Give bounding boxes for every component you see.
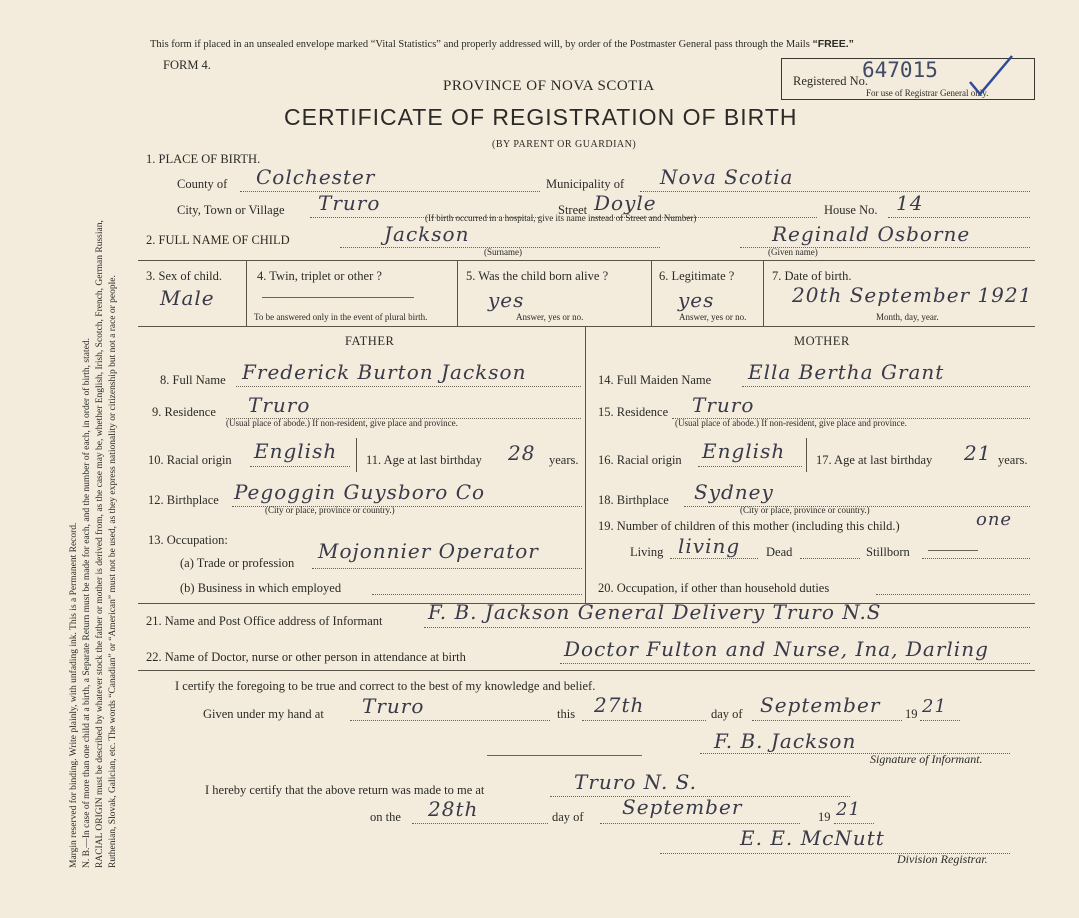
twin-note: To be answered only in the event of plural birth. xyxy=(254,312,428,322)
free-label: “FREE.” xyxy=(812,38,854,50)
father-age-label: 11. Age at last birthday xyxy=(366,453,482,467)
father-name-label: 8. Full Name xyxy=(160,373,226,387)
registered-label: Registered No. xyxy=(793,74,868,88)
registrar-year-prefix: 19 xyxy=(818,810,831,824)
child-surname: Jackson xyxy=(384,222,470,246)
certify-month: September xyxy=(760,693,881,717)
sex-label: 3. Sex of child. xyxy=(146,269,223,283)
trade-value: Mojonnier Operator xyxy=(318,539,539,563)
children-count-value: one xyxy=(976,509,1013,530)
alive-note: Answer, yes or no. xyxy=(516,312,584,322)
hospital-note: (If birth occurred in a hospital, give its name instead of Street and Number) xyxy=(425,213,697,223)
city-label: City, Town or Village xyxy=(177,203,285,217)
father-occupation-label: 13. Occupation: xyxy=(148,533,228,547)
stillborn-label: Stillborn xyxy=(866,545,910,559)
dob-value: 20th September 1921 xyxy=(792,283,1033,307)
business-label: (b) Business in which employed xyxy=(180,581,342,595)
father-racial-value: English xyxy=(254,439,338,463)
informant-label: 21. Name and Post Office address of Informant xyxy=(146,614,383,628)
certify-place: Truro xyxy=(362,694,425,718)
surname-note: (Surname) xyxy=(484,247,522,257)
registrar-signature: E. E. McNutt xyxy=(740,826,885,850)
father-years-label: years. xyxy=(549,453,579,467)
mail-notice: This form if placed in an unsealed envelope marked “Vital Statistics” and properly addressed will, by order of the Postmaster General pass through the Mails “FREE.” xyxy=(150,38,854,50)
alive-label: 5. Was the child born alive ? xyxy=(466,269,609,283)
checkmark-icon xyxy=(966,54,1016,98)
registrar-text: I hereby certify that the above return was made to me at xyxy=(205,783,485,797)
mother-name-label: 14. Full Maiden Name xyxy=(598,373,712,387)
certify-year: 21 xyxy=(922,696,947,717)
legitimate-label: 6. Legitimate ? xyxy=(659,269,735,283)
county-value: Colchester xyxy=(256,165,376,189)
dob-label: 7. Date of birth. xyxy=(772,269,852,283)
father-birthplace-label: 12. Birthplace xyxy=(148,493,219,507)
legitimate-value: yes xyxy=(678,288,715,312)
registered-number: 647015 xyxy=(862,58,938,82)
street-value: Doyle xyxy=(594,191,657,215)
living-value: living xyxy=(678,534,741,558)
father-heading: FATHER xyxy=(345,334,395,348)
form-number: FORM 4. xyxy=(163,58,211,72)
certify-year-prefix: 19 xyxy=(905,707,918,721)
street-label: Street xyxy=(558,203,588,217)
mother-residence-label: 15. Residence xyxy=(598,405,669,419)
father-residence-label: 9. Residence xyxy=(152,405,216,419)
alive-value: yes xyxy=(488,288,525,312)
certificate-title: CERTIFICATE OF REGISTRATION OF BIRTH xyxy=(284,104,798,130)
certify-day: 27th xyxy=(594,693,645,717)
mother-racial-label: 16. Racial origin xyxy=(598,453,682,467)
living-label: Living xyxy=(630,545,664,559)
mother-name-value: Ella Bertha Grant xyxy=(748,360,945,384)
doctor-value: Doctor Fulton and Nurse, Ina, Darling xyxy=(564,637,989,661)
informant-signature: F. B. Jackson xyxy=(714,729,857,753)
margin-note-4: Ruthenian, Slovak, Galician, etc. The words “Canadian” or “American” must not be used, as they express nationality or citizenship but not a race or people. xyxy=(108,275,118,868)
mother-birthplace-value: Sydney xyxy=(694,480,774,504)
sex-value: Male xyxy=(160,286,215,310)
margin-note-1: Margin reserved for binding. Write plainly, with unfading ink. This is a Permanent Record. xyxy=(69,522,79,868)
mother-occupation-label: 20. Occupation, if other than household duties xyxy=(598,581,830,595)
mother-age-label: 17. Age at last birthday xyxy=(816,453,933,467)
registrar-place: Truro N. S. xyxy=(574,770,698,794)
mother-residence-value: Truro xyxy=(692,393,755,417)
city-value: Truro xyxy=(318,191,381,215)
certificate-subtitle: (BY PARENT OR GUARDIAN) xyxy=(492,139,637,150)
legitimate-note: Answer, yes or no. xyxy=(679,312,747,322)
place-of-birth-heading: 1. PLACE OF BIRTH. xyxy=(146,152,261,166)
children-count-label: 19. Number of children of this mother (including this child.) xyxy=(598,519,900,533)
father-residence-value: Truro xyxy=(248,393,311,417)
municipality-value: Nova Scotia xyxy=(660,165,794,189)
registrar-month: September xyxy=(622,795,743,819)
municipality-label: Municipality of xyxy=(546,177,625,191)
mother-age-value: 21 xyxy=(964,441,992,465)
father-residence-note: (Usual place of abode.) If non-resident, give place and province. xyxy=(226,418,458,428)
mother-birthplace-note: (City or place, province or country.) xyxy=(740,505,870,515)
county-label: County of xyxy=(177,177,228,191)
certify-this-label: this xyxy=(557,707,576,721)
mother-residence-note: (Usual place of abode.) If non-resident, give place and province. xyxy=(675,418,907,428)
province-heading: PROVINCE OF NOVA SCOTIA xyxy=(443,78,655,94)
certify-text: I certify the foregoing to be true and correct to the best of my knowledge and belief. xyxy=(175,679,596,693)
twin-label: 4. Twin, triplet or other ? xyxy=(257,269,382,283)
mother-heading: MOTHER xyxy=(794,334,850,348)
dob-note: Month, day, year. xyxy=(876,312,939,322)
trade-label: (a) Trade or profession xyxy=(180,556,295,570)
house-label: House No. xyxy=(824,203,878,217)
registrar-dayof-label: day of xyxy=(552,810,584,824)
house-value: 14 xyxy=(896,191,924,215)
mother-birthplace-label: 18. Birthplace xyxy=(598,493,669,507)
father-racial-label: 10. Racial origin xyxy=(148,453,232,467)
registered-note: For use of Registrar General only. xyxy=(866,88,989,98)
father-name-value: Frederick Burton Jackson xyxy=(242,360,527,384)
child-name-heading: 2. FULL NAME OF CHILD xyxy=(146,233,290,247)
child-given-name: Reginald Osborne xyxy=(772,222,971,246)
registrar-year: 21 xyxy=(836,799,861,820)
father-age-value: 28 xyxy=(508,441,536,465)
margin-note-2: N. B.—In case of more than one child at a birth, a Separate Return must be made for each, and the number of each, in order of birth, stated. xyxy=(82,338,92,868)
father-birthplace-note: (City or place, province or country.) xyxy=(265,505,395,515)
father-birthplace-value: Pegoggin Guysboro Co xyxy=(234,480,486,504)
on-the-label: on the xyxy=(370,810,401,824)
dead-label: Dead xyxy=(766,545,793,559)
given-under-label: Given under my hand at xyxy=(203,707,324,721)
certify-dayof-label: day of xyxy=(711,707,743,721)
mother-years-label: years. xyxy=(998,453,1028,467)
registrar-day: 28th xyxy=(428,797,479,821)
doctor-label: 22. Name of Doctor, nurse or other person in attendance at birth xyxy=(146,650,466,664)
given-name-note: (Given name) xyxy=(768,247,818,257)
mother-racial-value: English xyxy=(702,439,786,463)
division-registrar-label: Division Registrar. xyxy=(897,852,988,866)
signature-of-informant-label: Signature of Informant. xyxy=(870,752,983,766)
informant-value: F. B. Jackson General Delivery Truro N.S xyxy=(428,600,882,624)
margin-note-3: RACIAL ORIGIN must be described by whatever stock the father or mother is derived from, as the case may be, whether English, Irish, Scotch, French, German Russian, xyxy=(95,220,105,868)
